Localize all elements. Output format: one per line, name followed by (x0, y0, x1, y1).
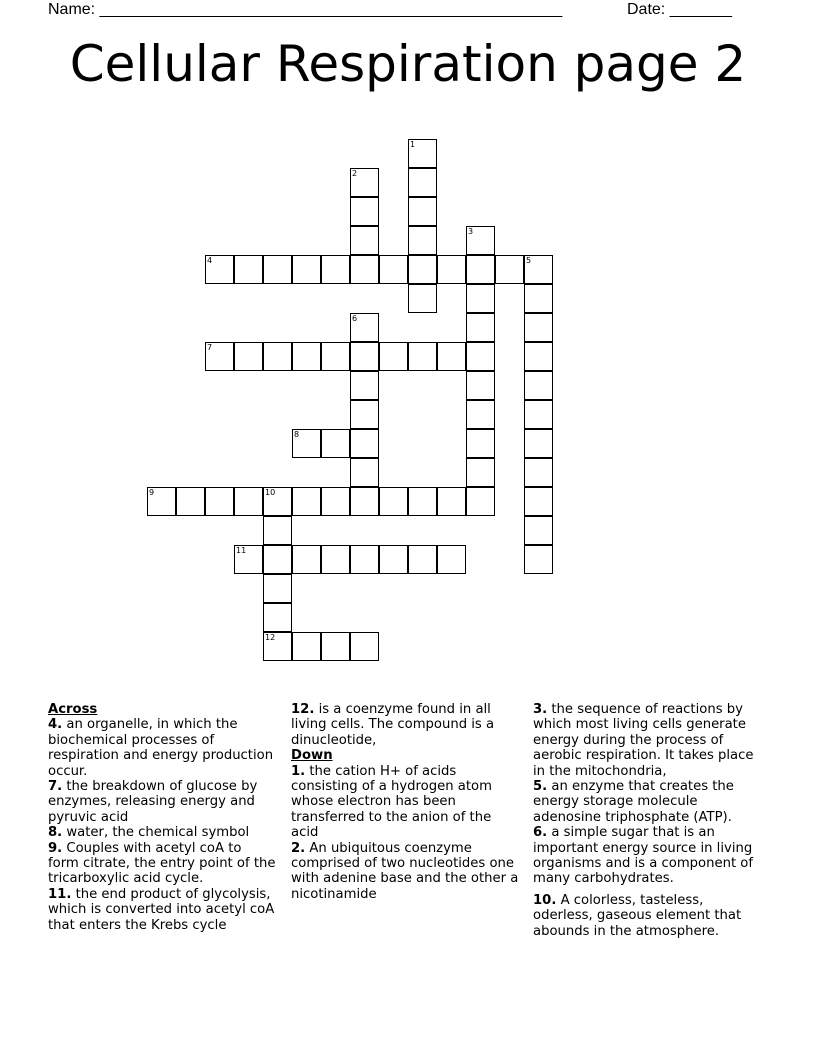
grid-cell[interactable] (408, 139, 437, 168)
grid-cell[interactable] (437, 487, 466, 516)
grid-cell[interactable] (350, 342, 379, 371)
grid-cell[interactable] (350, 400, 379, 429)
grid-cell[interactable] (524, 458, 553, 487)
grid-cell[interactable] (524, 429, 553, 458)
grid-cell[interactable] (350, 313, 379, 342)
clue-text: A colorless, tasteless, oderless, gaseous element that abounds in the atmosphere. (533, 892, 742, 939)
grid-cell[interactable] (524, 545, 553, 574)
clue-text: a simple sugar that is an important energy source in living organisms and is a component of many carbohydrates. (533, 825, 754, 887)
grid-cell[interactable] (234, 342, 263, 371)
grid-cell[interactable] (292, 255, 321, 284)
grid-cell[interactable] (408, 487, 437, 516)
clue-number: 10. (533, 892, 557, 908)
grid-cell[interactable] (205, 487, 234, 516)
grid-cell[interactable] (466, 400, 495, 429)
clue-number: 9. (48, 840, 63, 856)
grid-cell[interactable] (524, 371, 553, 400)
clue-text: is a coenzyme found in all living cells. The compound is a dinucleotide, (291, 702, 495, 748)
clue-text: An ubiquitous coenzyme comprised of two nucleotides one with adenine base and the other a nicotinamide (291, 840, 519, 902)
grid-cell[interactable] (466, 255, 495, 284)
cell-number: 12 (265, 633, 276, 642)
clue-across-12 (291, 702, 519, 748)
grid-cell[interactable] (321, 632, 350, 661)
clue-column-2 (291, 702, 519, 902)
grid-cell[interactable] (524, 516, 553, 545)
grid-cell[interactable] (350, 255, 379, 284)
clue-number: 3. (533, 702, 548, 717)
grid-cell[interactable] (263, 574, 292, 603)
clue-across-9 (48, 841, 276, 887)
clue-number: 2. (291, 840, 306, 856)
clue-text: the breakdown of glucose by enzymes, releasing energy and pyruvic acid (48, 779, 258, 825)
clue-across-4 (48, 717, 276, 779)
grid-cell[interactable] (466, 429, 495, 458)
grid-cell[interactable] (466, 226, 495, 255)
page-title: Cellular Respiration page 2 (69, 35, 747, 93)
grid-cell[interactable] (350, 458, 379, 487)
date-field[interactable]: Date: _______ (627, 1, 732, 18)
clue-text: water, the chemical symbol (62, 825, 250, 841)
clue-down-6 (533, 825, 761, 887)
clue-down-3 (533, 702, 761, 779)
grid-cell[interactable] (379, 487, 408, 516)
grid-cell[interactable] (263, 545, 292, 574)
cell-number: 1 (410, 140, 416, 149)
grid-cell[interactable] (147, 487, 176, 516)
grid-cell[interactable] (321, 429, 350, 458)
grid-cell[interactable] (408, 197, 437, 226)
grid-cell[interactable] (263, 632, 292, 661)
grid-cell[interactable] (321, 545, 350, 574)
grid-cell[interactable] (408, 545, 437, 574)
clue-down-5 (533, 779, 761, 825)
clue-column-3 (533, 702, 761, 939)
cell-number: 10 (265, 488, 276, 497)
grid-cell[interactable] (524, 284, 553, 313)
clue-text: Couples with acetyl coA to form citrate, the entry point of the tricarboxylic acid cycle. (48, 840, 276, 887)
grid-cell[interactable] (379, 342, 408, 371)
grid-cell[interactable] (263, 516, 292, 545)
grid-cell[interactable] (524, 342, 553, 371)
clue-text: the cation H+ of acids consisting of a hydrogen atom whose electron has been transferred to the anion of the acid (291, 763, 492, 841)
cell-number: 5 (526, 256, 532, 265)
cell-number: 11 (236, 546, 247, 555)
grid-cell[interactable] (408, 255, 437, 284)
grid-cell[interactable] (321, 255, 350, 284)
cell-number: 7 (207, 343, 213, 352)
cell-number: 9 (149, 488, 155, 497)
grid-cell[interactable] (466, 371, 495, 400)
clue-number: 12. (291, 702, 315, 717)
grid-cell[interactable] (321, 487, 350, 516)
clue-down-1 (291, 764, 519, 841)
grid-cell[interactable] (350, 371, 379, 400)
grid-cell[interactable] (524, 313, 553, 342)
clue-text: the sequence of reactions by which most living cells generate energy during the process of aerobic respiration. It takes place in the mitochondria, (533, 702, 754, 779)
grid-cell[interactable] (205, 255, 234, 284)
grid-cell[interactable] (292, 429, 321, 458)
grid-cell[interactable] (292, 342, 321, 371)
grid-cell[interactable] (350, 226, 379, 255)
grid-cell[interactable] (350, 197, 379, 226)
grid-cell[interactable] (292, 632, 321, 661)
grid-cell[interactable] (437, 255, 466, 284)
grid-cell[interactable] (176, 487, 205, 516)
grid-cell[interactable] (495, 255, 524, 284)
clue-down-10 (533, 893, 761, 939)
grid-cell[interactable] (263, 603, 292, 632)
grid-cell[interactable] (437, 342, 466, 371)
grid-cell[interactable] (408, 168, 437, 197)
clue-number: 4. (48, 717, 63, 733)
grid-cell[interactable] (263, 487, 292, 516)
grid-cell[interactable] (350, 168, 379, 197)
clue-number: 7. (48, 779, 63, 795)
cell-number: 2 (352, 169, 358, 178)
grid-cell[interactable] (437, 545, 466, 574)
grid-cell[interactable] (379, 545, 408, 574)
name-field[interactable]: Name: ____________________________________________________ (48, 1, 563, 18)
clue-number: 6. (533, 825, 548, 841)
grid-cell[interactable] (524, 400, 553, 429)
grid-cell[interactable] (263, 255, 292, 284)
grid-cell[interactable] (524, 487, 553, 516)
grid-cell[interactable] (466, 342, 495, 371)
clue-number: 11. (48, 886, 72, 902)
grid-cell[interactable] (205, 342, 234, 371)
clue-across-8 (48, 825, 276, 840)
grid-cell[interactable] (350, 487, 379, 516)
clue-text: an enzyme that creates the energy storage molecule adenosine triphosphate (ATP). (533, 779, 734, 825)
clue-across-11 (48, 887, 276, 933)
clue-number: 1. (291, 763, 306, 779)
grid-cell[interactable] (379, 255, 408, 284)
grid-cell[interactable] (408, 226, 437, 255)
grid-cell[interactable] (292, 487, 321, 516)
grid-cell[interactable] (263, 342, 292, 371)
grid-cell[interactable] (350, 545, 379, 574)
clue-text: an organelle, in which the biochemical processes of respiration and energy production occur. (48, 717, 274, 779)
cell-number: 6 (352, 314, 358, 323)
cell-number: 3 (468, 227, 474, 236)
across-heading: Across (48, 702, 98, 717)
grid-cell[interactable] (234, 487, 263, 516)
clue-text: the end product of glycolysis, which is converted into acetyl coA that enters the Krebs cycle (48, 886, 275, 933)
grid-cell[interactable] (466, 458, 495, 487)
grid-cell[interactable] (234, 255, 263, 284)
clue-column-1 (48, 702, 276, 933)
clue-across-7 (48, 779, 276, 825)
clue-number: 8. (48, 825, 63, 841)
grid-cell[interactable] (524, 255, 553, 284)
cell-number: 4 (207, 256, 213, 265)
grid-cell[interactable] (234, 545, 263, 574)
grid-cell[interactable] (408, 342, 437, 371)
grid-cell[interactable] (466, 284, 495, 313)
grid-cell[interactable] (350, 632, 379, 661)
down-heading: Down (291, 748, 333, 764)
grid-cell[interactable] (292, 545, 321, 574)
grid-cell[interactable] (466, 313, 495, 342)
cell-number: 8 (294, 430, 300, 439)
grid-cell[interactable] (350, 429, 379, 458)
clue-down-2 (291, 841, 519, 903)
clue-number: 5. (533, 779, 548, 795)
grid-cell[interactable] (321, 342, 350, 371)
grid-cell[interactable] (408, 284, 437, 313)
grid-cell[interactable] (466, 487, 495, 516)
